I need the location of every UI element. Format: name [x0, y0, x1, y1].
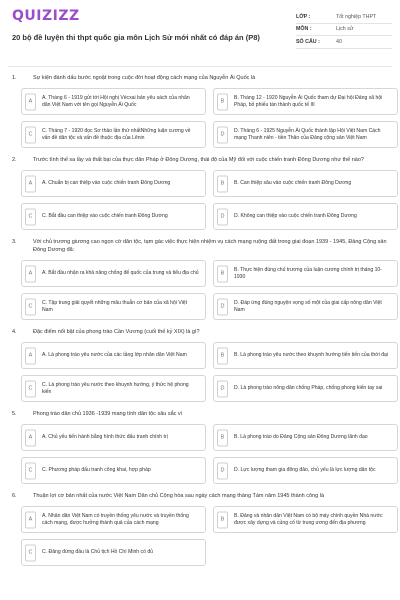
- answer-option-c[interactable]: [21, 539, 206, 566]
- option-text: Tháng 6 - 1919 gửi tới Hội nghị Vécxai bản yêu sách của nhân dân Việt Nam với tên gọi Nguyễn Ái Quốc: [42, 94, 190, 108]
- option-text: Nhân dân Việt Nam có truyền thống yêu nước và truyền thống cách mạng, được hưởng thành quả của cách mạng: [42, 512, 189, 526]
- meta-key: LỚP :: [296, 13, 311, 20]
- option-label: C.: [42, 467, 48, 473]
- option-text: Đáp ứng đúng nguyện vọng số một của giai cấp nông dân Việt Nam: [234, 299, 382, 313]
- option-letter-box: D: [217, 380, 228, 397]
- question-number: 2.: [12, 157, 17, 163]
- question-text: Sự kiện đánh dấu bước ngoặt trong cuộc đời hoạt động cách mạng của Nguyễn Ái Quốc là: [33, 75, 256, 81]
- option-text: Đảng và nhân dân Việt Nam có bộ máy chính quyền Nhà nước được xây dựng và củng cố từ trung ương đến địa phương: [234, 512, 383, 526]
- option-label: B.: [234, 180, 239, 186]
- option-letter-box: B: [217, 93, 228, 110]
- option-text: Tháng 12 - 1920 Nguyễn Ái Quốc tham dự Đại hội Đảng xã hội Pháp, bỏ phiếu tán thành quốc tế III: [234, 94, 383, 108]
- answer-option-b[interactable]: [213, 342, 398, 369]
- option-label: B.: [234, 512, 239, 519]
- question-text: Đặc điểm nổi bật của phong trào Cần Vương (cuối thế kỷ XIX) là gì?: [33, 329, 200, 335]
- answer-option-a[interactable]: [21, 424, 206, 451]
- answer-option-a[interactable]: [21, 506, 206, 533]
- question-2: [0, 156, 400, 230]
- option-text: Là phong trào nông dân chống Pháp, chống phong kiến tay sai: [240, 385, 383, 391]
- meta-table: [296, 11, 392, 49]
- answer-option-b[interactable]: [213, 170, 398, 197]
- answer-option-d[interactable]: [213, 457, 398, 484]
- meta-value: Tốt nghiệp THPT: [336, 13, 377, 20]
- answer-option-a[interactable]: [21, 342, 206, 369]
- option-label: A.: [42, 434, 47, 440]
- question-text: Thuận lợi cơ bản nhất của nước Việt Nam Dân chủ Cộng hòa sau ngày cách mạng tháng Tám năm 1945 thành công là: [33, 493, 325, 499]
- question-3: [0, 238, 400, 320]
- option-text: Thực hiện đúng chủ trương của luận cương chính trị tháng 10-1930: [234, 266, 382, 280]
- option-label: C.: [42, 381, 48, 388]
- answer-option-c[interactable]: [21, 375, 206, 402]
- option-text: Can thiệp sâu vào cuộc chiến tranh Đông Dương: [240, 180, 352, 186]
- answer-option-a[interactable]: [21, 170, 206, 197]
- option-letter-box: C: [25, 380, 36, 397]
- option-letter-box: D: [217, 126, 228, 143]
- answer-option-b[interactable]: [213, 260, 398, 287]
- meta-row-count: [296, 36, 392, 49]
- option-label: D.: [234, 299, 240, 306]
- header-divider: [8, 66, 392, 67]
- option-letter-box: D: [217, 462, 228, 479]
- answer-option-a[interactable]: [21, 88, 206, 115]
- meta-row-subject: [296, 24, 392, 37]
- option-letter-box: D: [217, 208, 228, 225]
- option-label: A.: [42, 270, 47, 276]
- option-letter-box: B: [217, 265, 228, 282]
- question-text: Trước tình thế sa lầy và thất bại của thực dân Pháp ở Đông Dương, thái độ của Mỹ đối với cuộc chiến tranh Đông Dương như thế nào?: [33, 157, 364, 163]
- option-label: D.: [234, 385, 240, 391]
- question-5: [0, 410, 400, 484]
- question-list: [0, 74, 400, 574]
- question-number: 4.: [12, 329, 17, 335]
- option-label: A.: [42, 94, 47, 101]
- question-number: 1.: [12, 75, 17, 81]
- option-letter-box: A: [25, 429, 36, 446]
- answer-option-d[interactable]: [213, 293, 398, 320]
- question-number: 5.: [12, 411, 17, 417]
- question-6: [0, 492, 400, 566]
- option-letter-box: C: [25, 544, 36, 561]
- option-label: A.: [42, 180, 47, 186]
- option-label: D.: [234, 467, 240, 473]
- document-header: [0, 0, 400, 62]
- meta-value: Lịch sử: [336, 26, 354, 33]
- answer-option-d[interactable]: [213, 375, 398, 402]
- answer-option-b[interactable]: [213, 88, 398, 115]
- option-text: Đảng đứng đầu là Chủ tịch Hồ Chí Minh có đủ: [48, 549, 154, 555]
- option-label: C.: [42, 549, 48, 555]
- option-label: D.: [234, 213, 240, 219]
- meta-row-class: [296, 11, 392, 24]
- answer-option-b[interactable]: [213, 424, 398, 451]
- answer-option-d[interactable]: [213, 203, 398, 230]
- question-4: [0, 328, 400, 402]
- question-number: 3.: [12, 239, 17, 245]
- answer-option-a[interactable]: [21, 260, 206, 287]
- option-letter-box: A: [25, 265, 36, 282]
- page-title: 20 bộ đề luyện thi thpt quốc gia môn Lịch Sử mới nhất có đáp án (P8): [12, 33, 260, 42]
- option-text: Là phong trào yêu nước theo khuynh hướng, ý thức hệ phong kiến: [42, 381, 189, 395]
- option-text: Bắt đầu nhận ra khả năng chống đế quốc của trung và tiểu địa chủ: [48, 270, 199, 276]
- option-letter-box: B: [217, 175, 228, 192]
- option-text: Không can thiệp vào cuộc chiến tranh Đông Dương: [240, 213, 357, 219]
- option-letter-box: C: [25, 298, 36, 315]
- option-letter-box: C: [25, 462, 36, 479]
- option-text: Chuẩn bị can thiệp vào cuộc chiến tranh Đông Dương: [48, 180, 171, 186]
- meta-value: 40: [336, 38, 342, 45]
- option-label: B.: [234, 434, 239, 440]
- answer-option-c[interactable]: [21, 457, 206, 484]
- answer-option-c[interactable]: [21, 293, 206, 320]
- option-text: Tháng 6 - 1925 Nguyễn Ái Quốc thành lập Hội Việt Nam Cách mạng Thanh niên - tiền Thân của Đảng cộng sản Việt Nam: [234, 127, 381, 141]
- question-text: Phong trào dân chủ 1936 -1939 mang tính dân tộc sâu sắc vì: [33, 411, 183, 417]
- option-label: C.: [42, 213, 48, 219]
- option-label: B.: [234, 94, 239, 101]
- option-text: Tháng 7 - 1920 đọc Sơ thảo lần thứ nhấtNhững luận cương về vấn đề dân tộc và vấn đề thuộc địa của Lênin: [42, 127, 191, 141]
- option-label: A.: [42, 352, 47, 358]
- option-letter-box: C: [25, 126, 36, 143]
- option-letter-box: A: [25, 175, 36, 192]
- option-label: D.: [234, 127, 240, 134]
- answer-option-d[interactable]: [213, 121, 398, 148]
- option-letter-box: B: [217, 429, 228, 446]
- option-letter-box: D: [217, 298, 228, 315]
- option-letter-box: A: [25, 347, 36, 364]
- answer-option-c[interactable]: [21, 203, 206, 230]
- option-label: C.: [42, 299, 48, 306]
- option-text: Lực lượng tham gia đông đảo, chủ yếu là lực lượng dân tộc: [240, 467, 376, 473]
- answer-option-c[interactable]: [21, 121, 206, 148]
- option-label: B.: [234, 266, 239, 273]
- answer-option-b[interactable]: [213, 506, 398, 533]
- option-text: Bắt đầu can thiệp vào cuộc chiến tranh Đông Dương: [48, 213, 168, 219]
- option-text: Là phong trào yêu nước theo khuynh hướng tiến tiến của thời đại: [240, 352, 388, 358]
- option-label: B.: [234, 352, 239, 358]
- option-label: C.: [42, 127, 48, 134]
- option-text: Chủ yếu tiến hành bằng hình thức đấu tranh chính trị: [48, 434, 168, 440]
- option-text: Là phong trào yêu nước của các tầng lớp nhân dân Việt Nam: [48, 352, 187, 358]
- option-letter-box: B: [217, 347, 228, 364]
- meta-key: SỐ CÂU :: [296, 38, 320, 45]
- option-label: A.: [42, 512, 47, 519]
- question-number: 6.: [12, 493, 17, 499]
- question-text: Với chủ trương giương cao ngọn cờ dân tộc, tạm gác việc thực hiện nhiệm vụ cách mạng ruộng đất trong giai đoạn 1939 - 1945, Đảng Cộng sản Đông Dương đã:: [33, 239, 387, 253]
- option-text: Tập trung giải quyết những mâu thuẫn cơ bản của xã hội Việt Nam: [42, 299, 188, 313]
- question-1: [0, 74, 400, 148]
- quizizz-logo: QUIZIZZ: [12, 8, 80, 24]
- option-letter-box: A: [25, 511, 36, 528]
- meta-key: MÔN :: [296, 26, 312, 33]
- option-letter-box: B: [217, 511, 228, 528]
- option-text: Là phong trào do Đảng Cộng sản Đông Dương lãnh đạo: [240, 434, 368, 440]
- option-letter-box: C: [25, 208, 36, 225]
- option-letter-box: A: [25, 93, 36, 110]
- option-text: Phương pháp đấu tranh công khai, hợp pháp: [48, 467, 151, 473]
